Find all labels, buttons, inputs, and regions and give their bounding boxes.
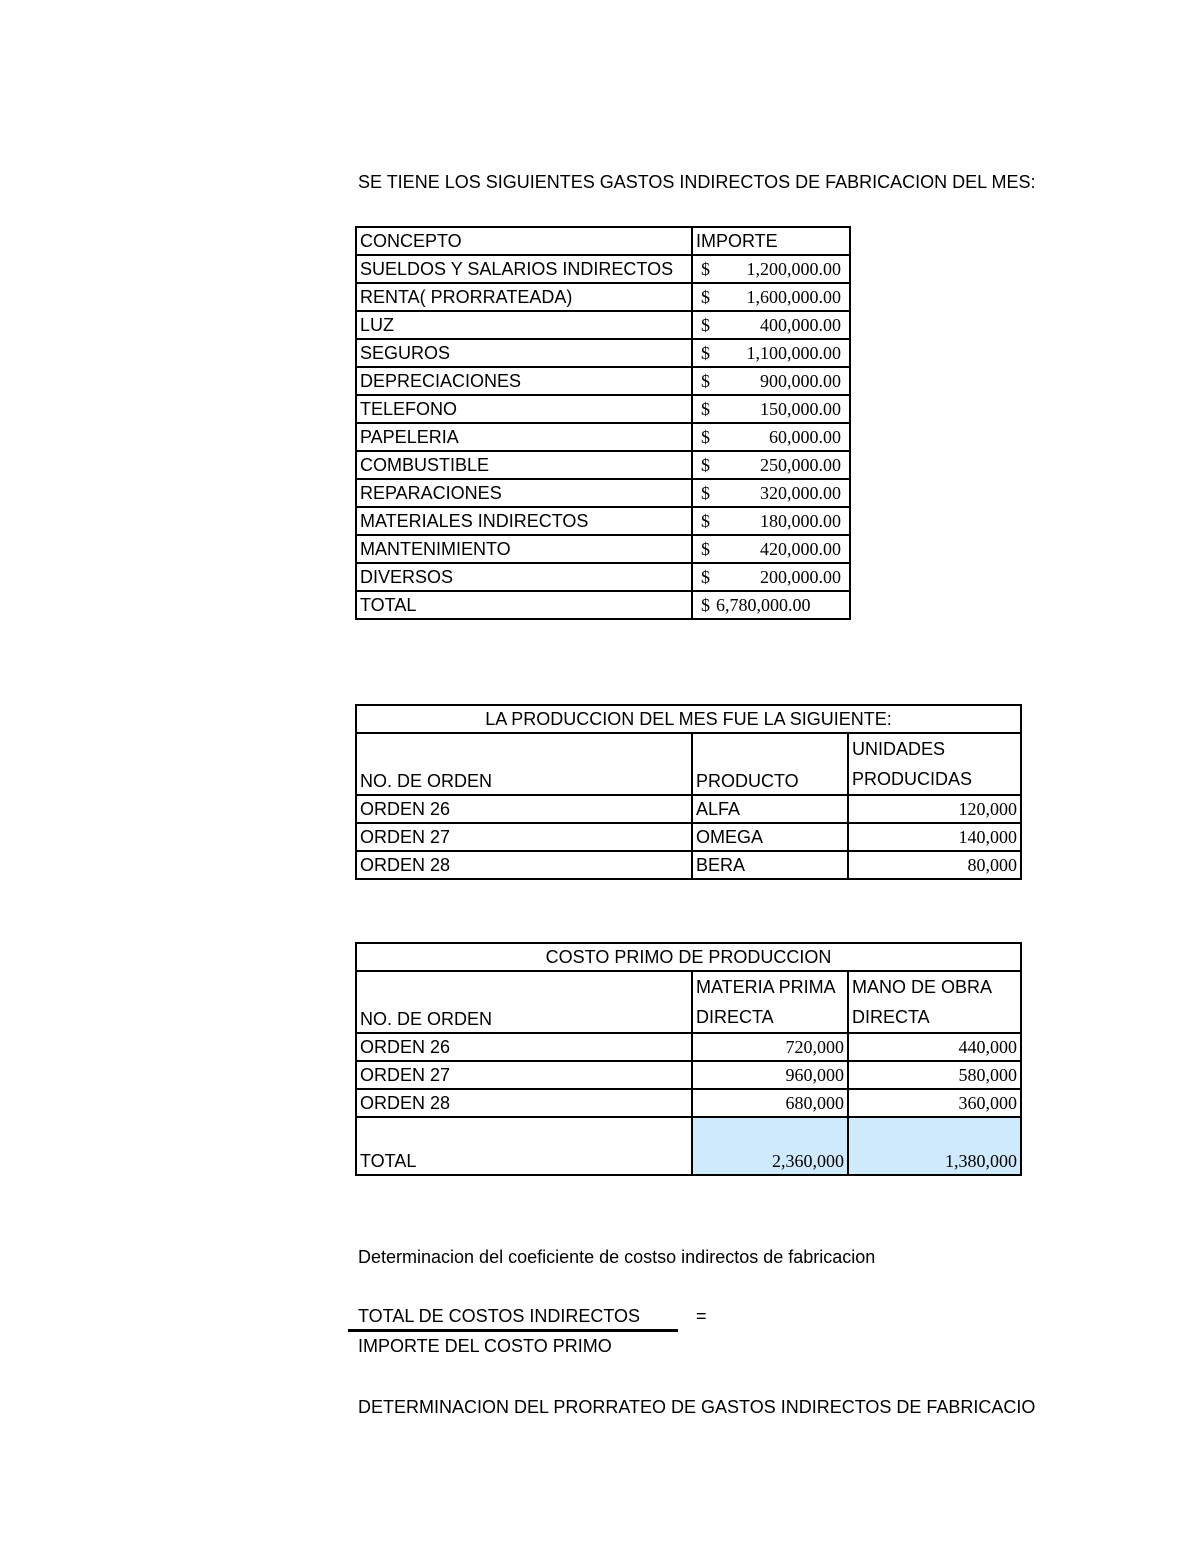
- costo-primo-title: COSTO PRIMO DE PRODUCCION: [356, 943, 1021, 971]
- header-importe: IMPORTE: [692, 227, 850, 255]
- currency-symbol: $: [701, 511, 710, 531]
- money-value: [693, 256, 849, 282]
- table-row: [356, 367, 850, 395]
- fraction-line: [348, 1329, 678, 1332]
- amount: 400,000.00: [760, 315, 841, 335]
- header-materia-line2: DIRECTA: [696, 1007, 774, 1027]
- total-row: [356, 1117, 1021, 1175]
- currency-symbol: $: [701, 427, 710, 447]
- materia-cell: 720,000: [692, 1033, 848, 1061]
- amount: 420,000.00: [760, 539, 841, 559]
- mano-cell: 440,000: [848, 1033, 1021, 1061]
- table-header-row: [356, 733, 1021, 795]
- currency-symbol: $: [701, 371, 710, 391]
- currency-symbol: $: [701, 343, 710, 363]
- concepto-cell: MATERIALES INDIRECTOS: [356, 507, 692, 535]
- fraction-denominator: IMPORTE DEL COSTO PRIMO: [358, 1336, 612, 1356]
- importe-cell: [692, 507, 850, 535]
- header-unidades-line2: PRODUCIDAS: [852, 769, 973, 789]
- total-materia-cell: 2,360,000: [692, 1117, 848, 1175]
- concepto-cell: MANTENIMIENTO: [356, 535, 692, 563]
- currency-symbol: $: [701, 315, 710, 335]
- table-row: [356, 1089, 1021, 1117]
- table-header-row: [356, 227, 850, 255]
- amount: 1,200,000.00: [746, 259, 841, 279]
- header-unidades: [848, 733, 1021, 795]
- header-mano-line1: MANO DE OBRA: [852, 977, 993, 997]
- amount: 6,780,000.00: [716, 595, 811, 615]
- orden-cell: ORDEN 28: [356, 1089, 692, 1117]
- concepto-cell: DEPRECIACIONES: [356, 367, 692, 395]
- table-row: [356, 423, 850, 451]
- money-value: [693, 564, 849, 590]
- producto-cell: BERA: [692, 851, 848, 879]
- importe-cell: [692, 283, 850, 311]
- header-mano-obra: [848, 971, 1021, 1033]
- table-row: [356, 479, 850, 507]
- table-row: [356, 823, 1021, 851]
- table-title-row: [356, 943, 1021, 971]
- money-value: [693, 424, 849, 450]
- prorrateo-title: DETERMINACION DEL PRORRATEO DE GASTOS INDIRECTOS DE FABRICACIO: [358, 1397, 1036, 1417]
- orden-cell: ORDEN 27: [356, 823, 692, 851]
- concepto-cell: RENTA( PRORRATEADA): [356, 283, 692, 311]
- importe-cell: [692, 479, 850, 507]
- money-value: [693, 284, 849, 310]
- amount: 900,000.00: [760, 371, 841, 391]
- table-row: [356, 311, 850, 339]
- mano-cell: 360,000: [848, 1089, 1021, 1117]
- total-row: [356, 591, 850, 619]
- currency-symbol: $: [701, 483, 710, 503]
- page-heading: SE TIENE LOS SIGUIENTES GASTOS INDIRECTOS DE FABRICACION DEL MES:: [358, 172, 1036, 192]
- money-value: [693, 480, 849, 506]
- concepto-cell: PAPELERIA: [356, 423, 692, 451]
- importe-cell: [692, 339, 850, 367]
- amount: 200,000.00: [760, 567, 841, 587]
- header-no-orden: NO. DE ORDEN: [356, 733, 692, 795]
- table-row: [356, 395, 850, 423]
- total-label: TOTAL: [356, 591, 692, 619]
- produccion-title: LA PRODUCCION DEL MES FUE LA SIGUIENTE:: [356, 705, 1021, 733]
- amount: 60,000.00: [769, 427, 841, 447]
- currency-symbol: $: [701, 455, 710, 475]
- gastos-table: [355, 226, 851, 620]
- money-value: [693, 340, 849, 366]
- table-row: [356, 795, 1021, 823]
- table-row: [356, 1033, 1021, 1061]
- amount: 320,000.00: [760, 483, 841, 503]
- unidades-cell: 80,000: [848, 851, 1021, 879]
- table-row: [356, 851, 1021, 879]
- importe-cell: [692, 423, 850, 451]
- amount: 150,000.00: [760, 399, 841, 419]
- currency-symbol: $: [701, 567, 710, 587]
- orden-cell: ORDEN 26: [356, 1033, 692, 1061]
- amount: 180,000.00: [760, 511, 841, 531]
- orden-cell: ORDEN 28: [356, 851, 692, 879]
- importe-cell: [692, 311, 850, 339]
- currency-symbol: $: [701, 595, 710, 615]
- currency-symbol: $: [701, 539, 710, 559]
- concepto-cell: TELEFONO: [356, 395, 692, 423]
- materia-cell: 960,000: [692, 1061, 848, 1089]
- concepto-cell: SEGUROS: [356, 339, 692, 367]
- amount: 1,600,000.00: [746, 287, 841, 307]
- money-value: [693, 368, 849, 394]
- costo-primo-table: [355, 942, 1022, 1176]
- concepto-cell: COMBUSTIBLE: [356, 451, 692, 479]
- importe-cell: [692, 451, 850, 479]
- unidades-cell: 140,000: [848, 823, 1021, 851]
- table-header-row: [356, 971, 1021, 1033]
- concepto-cell: REPARACIONES: [356, 479, 692, 507]
- table-title-row: [356, 705, 1021, 733]
- amount: 1,100,000.00: [746, 343, 841, 363]
- table-row: [356, 535, 850, 563]
- table-row: [356, 563, 850, 591]
- unidades-cell: 120,000: [848, 795, 1021, 823]
- total-label: TOTAL: [356, 1117, 692, 1175]
- money-value: [693, 592, 849, 618]
- mano-cell: 580,000: [848, 1061, 1021, 1089]
- concepto-cell: SUELDOS Y SALARIOS INDIRECTOS: [356, 255, 692, 283]
- amount: 250,000.00: [760, 455, 841, 475]
- concepto-cell: LUZ: [356, 311, 692, 339]
- importe-cell: [692, 367, 850, 395]
- coeficiente-title: Determinacion del coeficiente de costso indirectos de fabricacion: [358, 1247, 876, 1267]
- table-row: [356, 339, 850, 367]
- money-value: [693, 396, 849, 422]
- concepto-cell: DIVERSOS: [356, 563, 692, 591]
- currency-symbol: $: [701, 259, 710, 279]
- materia-cell: 680,000: [692, 1089, 848, 1117]
- fraction-numerator: TOTAL DE COSTOS INDIRECTOS: [358, 1306, 641, 1326]
- header-producto: PRODUCTO: [692, 733, 848, 795]
- header-concepto: CONCEPTO: [356, 227, 692, 255]
- table-row: [356, 255, 850, 283]
- total-mano-cell: 1,380,000: [848, 1117, 1021, 1175]
- produccion-table: [355, 704, 1022, 880]
- producto-cell: OMEGA: [692, 823, 848, 851]
- importe-cell: [692, 563, 850, 591]
- importe-cell: [692, 255, 850, 283]
- importe-cell: [692, 395, 850, 423]
- currency-symbol: $: [701, 399, 710, 419]
- orden-cell: ORDEN 26: [356, 795, 692, 823]
- total-importe-cell: [692, 591, 850, 619]
- header-unidades-line1: UNIDADES: [852, 739, 946, 759]
- header-materia-prima: [692, 971, 848, 1033]
- header-mano-line2: DIRECTA: [852, 1007, 930, 1027]
- money-value: [693, 536, 849, 562]
- header-no-orden: NO. DE ORDEN: [356, 971, 692, 1033]
- table-row: [356, 451, 850, 479]
- orden-cell: ORDEN 27: [356, 1061, 692, 1089]
- producto-cell: ALFA: [692, 795, 848, 823]
- currency-symbol: $: [701, 287, 710, 307]
- equals-sign: =: [696, 1306, 707, 1326]
- money-value: [693, 312, 849, 338]
- money-value: [693, 452, 849, 478]
- table-row: [356, 507, 850, 535]
- money-value: [693, 508, 849, 534]
- table-row: [356, 1061, 1021, 1089]
- table-row: [356, 283, 850, 311]
- header-materia-line1: MATERIA PRIMA: [696, 977, 836, 997]
- importe-cell: [692, 535, 850, 563]
